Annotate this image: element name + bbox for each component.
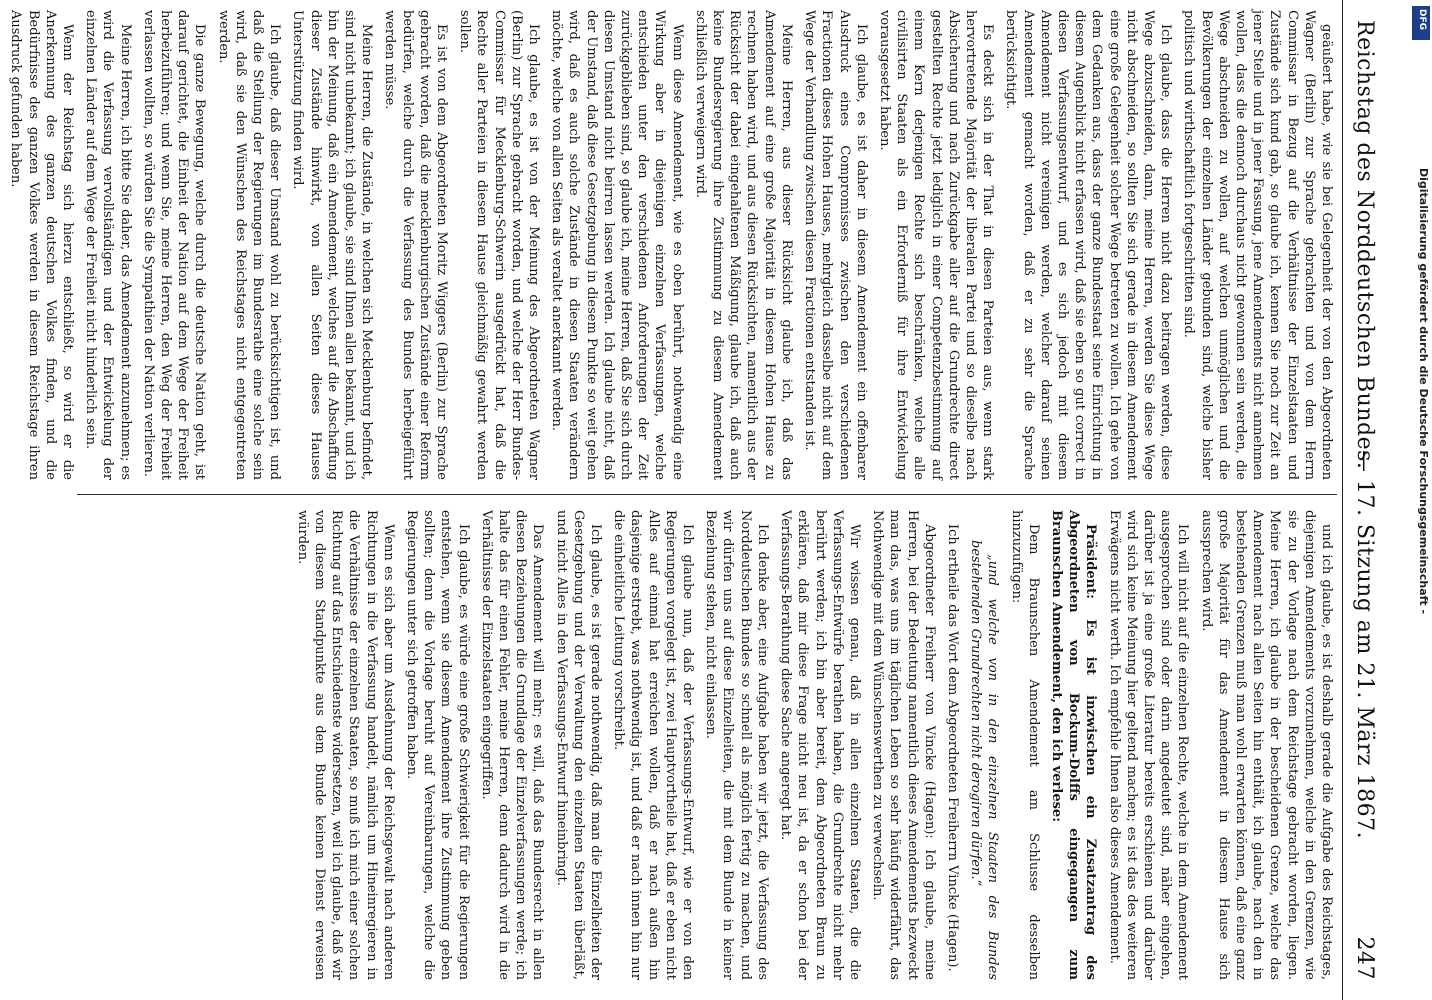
paragraph: Ich glaube, es würde eine große Schwierigkeit für die Regierungen entstehen, wenn sie diesem Amendement ihre Zustimmung geben sollten; denn die Vorlage beruht auf Vereinbarungen, welche die Regierungen unter sich getroffen haben. xyxy=(404,510,471,980)
paragraph: Das Amendement will mehr; es will, daß das Bundesrecht in allen diesen Beziehungen die Grundlage der Einzelverfassungen werde; ich halte das für einen Fehler, meine Herren, denn dadurch wird in die Verhältnisse der Einzelstaaten eingegriffen. xyxy=(478,510,546,980)
paragraph: Ich glaube, es ist daher in diesem Amendement ein offenbarer Ausdruck eines Compromisses zwischen den verschiedenen Fractionen dieses Hohen Hauses, mehrgleich dasselbe nicht auf dem Wege der Verhandlung zwischen diesen Fractionen entstanden ist. xyxy=(802,10,869,480)
president-statement: Präsident: Es ist inzwischen ein Zusatzantrag des Abgeordneten von Bockum-Dolffs eingegangen zum Braunschen Amendement, den ich verlese: xyxy=(1048,510,1099,980)
logo-text: DFG xyxy=(1417,9,1427,31)
paragraph: Ich glaube nun, daß der Verfassungs-Entwurf, wie er von den Regierungen vorgelegt ist, zwei Hauptvortheile hat, daß er eben nicht Alles auf einmal hat erreichen wollen, daß er nach außen hin dasjenige erstrebt, was nothwendig ist, und daß er nach innen hin nur die einheitliche Leitung vorschreibt. xyxy=(611,510,696,980)
speaker-paragraph: Abgeordneter Freiherr von Vincke (Hagen): Ich glaube, meine Herren, bei der Bedeutung namentlich dieses Amendements bezweckt man das, was uns im täglichen Leben so sehr häufig widerfährt, das Nothwendige mit dem Wünschenswerthen zu verwechseln. xyxy=(870,510,937,980)
paragraph: Wenn diese Amendement, wie es oben berührt, nothwendig eine Wirkung aber in diejenigen einzelnen Verfassungen, welche entschieden unter den verschiedenen Anforderungen der Zeit zurückgeblieben sind, so glaube ich, meine Herren, daß Sie sich durch diesen Umstand nicht beirren lassen werden. Ich glaube nicht, daß der Umstand, daß diese Gesetzgebung in diesem Punkte so weit gehen wird, daß es auch solche Zustände in diesen Staaten verändern möchte, welche von allen Seiten als veraltet anerkannt werden. xyxy=(549,10,685,480)
paragraph: Ich glaube, es ist gerade nothwendig, daß man die Einzelheiten der Gesetzgebung und der Verwaltung den einzelnen Staaten überläßt, und nicht Alles in den Verfassungs-Entwurf hineinbringt. xyxy=(553,510,604,980)
paragraph: Meine Herren, ich bitte Sie daher, das Amendement anzunehmen; es wird die Verfassung vervollständigen und der Entwickelung der einzelnen Länder auf dem Wege der Freiheit nicht hinderlich sein. xyxy=(83,10,133,480)
paragraph: Meine Herren, aus dieser Rücksicht glaube ich, daß das Amendement auf eine große Majorität in diesem Hohen Hause zu rechnen haben wird, und aus diesen Rücksichten, namentlich aus der Rücksicht der dabei eingehaltenen Mäßigung, glaube ich, daß auch keine Bundesregierung ihre Zustimmung zu diesem Amendement schließlich verweigern wird. xyxy=(692,10,794,480)
text-column-left xyxy=(8,10,1335,480)
dfg-logo xyxy=(1412,6,1430,40)
paragraph: Ich ertheile das Wort dem Abgeordneten Freiherrn Vincke (Hagen). xyxy=(944,524,960,972)
paragraph: Wenn der Reichstag sich hierzu entschließt, so wird er die Anerkennung des ganzen deutschen Volkes finden, und die Bedürfnisse des ganzen Volkes werden in diesem Reichstage ihren Ausdruck gefunden haben. xyxy=(8,10,75,480)
column-divider xyxy=(77,494,1337,495)
paragraph: Ich glaube, dass die Herren nicht dazu beitragen werden, diese Wege abzuschneiden, dann, meine Herren, werden Sie diese Wege nicht abschneiden, so sollten Sie sich gerade in diesem Amendement eine große Gelegenheit solcher Wege betreten zu wollen. Ich gehe von dem Gedanken aus, dass der ganze Bundesstaat seine Einrichtung in diesem Augenblick nicht erfassen wird, daß sie eben so gut correct in diesen Verfassungsentwurf, und es sich jedoch mit diesem Amendement nicht vereinigen werden, welcher darauf seinen Amendement gemacht worden, daß er zu sehr die Sprache berücksichtigt. xyxy=(1003,10,1174,480)
paragraph: Wir wissen genau, daß in allen einzelnen Staaten, die die Verfassungs-Entwürfe berathen haben, die Grundrechte nicht mehr berührt werden; ich bin aber bereit, dem Abgeordneten Braun zu erklären, daß mir diese Frage nicht neu ist, da er schon bei der Verfassungs-Berathung diese Sache angeregt hat. xyxy=(778,510,862,980)
digitization-credit xyxy=(1408,0,1432,1000)
paragraph: Ich will nicht auf die einzelnen Rechte, welche in dem Amendement ausgesprochen sind oder darin angedeutet sind, näher eingehen, darüber ist ja eine große Literatur bereits erschienen und darüber wird sich keine Meinung hier geltend machen; es ist das des weiteren Erwägens nicht werth. Ich empfehle Ihnen also dieses Amendement. xyxy=(1106,510,1191,980)
paragraph: Die ganze Bewegung, welche durch die deutsche Nation geht, ist darauf gerichtet, die Einheit der Nation auf dem Wege der Freiheit herbeizuführen; und wenn Sie, meine Herren, den Weg der Freiheit verlassen wollten, so würden Sie die Sympathien der Nation verlieren. xyxy=(140,10,208,480)
page-number: 247 xyxy=(1352,936,1377,980)
paragraph: Meine Herren, die Zustände, in welchen sich Mecklenburg befindet, sind nicht unbekannt; ich glaube, sie sind Ihnen allen bekannt, und ich bin der Meinung, daß ein Amendement, welches auf die Abschaffung dieser Zustände hinwirkt, von allen Seiten dieses Hauses Unterstützung finden wird. xyxy=(290,10,375,480)
credit-text: Digitalisierung gefördert durch die Deutsche Forschungsgemeinschaft - xyxy=(1417,168,1430,615)
header-title: Reichstag des Norddeutschen Bundes. xyxy=(1352,20,1377,470)
paragraph: Wenn es sich aber um Ausdehnung der Reichsgewalt nach anderen Richtungen in die Verfassung handelt, nämlich um Hineinregieren in die Verhältnisse der einzelnen Staaten, so muß ich mich einer solchen Richtung auf das Entschiedenste widersetzen, weil ich glaube, daß wir von diesem Standpunkte aus dem Bunde keinen Dienst erweisen würden. xyxy=(294,510,396,980)
session-title: — 17. Sitzung am 21. März 1867. xyxy=(1352,450,1377,840)
header-rule xyxy=(1342,0,1343,1000)
paragraph: Dem Braunschen Amendement am Schlusse desselben hinzuzufügen: xyxy=(1008,510,1041,980)
page-content xyxy=(8,0,1397,1000)
paragraph: Ich glaube, daß dieser Umstand wohl zu berücksichtigen ist, und daß die Stellung der Regierungen im Bundesrathe eine solche sein wird, daß sie den Wünschen des Reichstages nicht entgegentreten werden. xyxy=(215,10,283,480)
paragraph: Ich denke aber, eine Aufgabe haben wir jetzt, die Verfassung des Norddeutschen Bundes so schnell als möglich fertig zu machen, und wir dürfen uns auf diese Einzelheiten, die mit dem Bunde in keiner Beziehung stehen, nicht einlassen. xyxy=(703,510,770,980)
paragraph: Ich glaube, es ist von der Meinung des Abgeordneten Wagner (Berlin) zur Sprache gebracht worden, und welche der Herr Bundes-Commissar für Mecklenburg-Schwerin ausgedrückt hat, daß die Rechte aller Parteien in diesem Hause gleichmäßig gewahrt werden sollen. xyxy=(457,10,542,480)
paragraph: und ich glaube, es ist deshalb gerade die Aufgabe des Reichstages, diejenigen Amendements vorzunehmen, welche in den Grenzen, wie sie zu der Vorlage nach dem Reichstage gebracht worden, liegen. Meine Herren, ich glaube in der bescheidenen Grenze, welche das Amendement nach allen Seiten hin enthält, ich glaube, nach den in bestehenden Grenzen muß man wohl erwarten können, daß eine ganz große Majorität für das Amendement in diesem Hause sich aussprechen wird. xyxy=(1198,510,1334,980)
quoted-amendment: „und welche von in den einzelnen Staaten des Bundes bestehenden Grundrechten nicht derogiren dürfen.“ xyxy=(968,540,1001,980)
text-column-right xyxy=(75,510,1335,980)
running-header xyxy=(1343,0,1383,1000)
paragraph: geäußert habe, wie sie bei Gelegenheit der von den Abgeordneten Wagner (Berlin) zur Sprache gebrachten und von dem Herrn Commissar in Bezug auf die Verhältnisse der Einzelstaaten und Zustände sich kund gab, so glaube ich, kennen Sie noch zur Zeit an jener Stelle und in jener Fassung, jene Amendements nicht annehmen wollen, dass die dennoch durchaus nicht gewonnen sein werden, die Wege abschneiden zu wollen, auf welchen unmöglichen und die Bevölkerungen der einzelnen Länder gebunden sind, welche bisher politisch und wirthschaftlich fortgeschritten sind. xyxy=(1181,10,1334,480)
paragraph: Es deckt sich in der That in diesen Parteien aus, wenn stark hervortretende Majorität der liberalen Partei und so dieselbe nach Absicherung und nach Zurückgabe aller auf die Grundrechte direct gestellten Rechte jetzt lediglich in einer Competenzbestimmung auf einem Kern derjenigen Rechte sich beschränken, welche alle civilisirten Staaten als ein Erforderniß für ihre Entwickelung vorausgesetzt haben. xyxy=(876,10,996,480)
paragraph: Es ist von dem Abgeordneten Moritz Wiggers (Berlin) zur Sprache gebracht worden, daß die mecklenburgischen Zustände einer Reform bedürfen, welche durch die Verfassung des Bundes herbeigeführt werden müsse. xyxy=(382,10,450,480)
